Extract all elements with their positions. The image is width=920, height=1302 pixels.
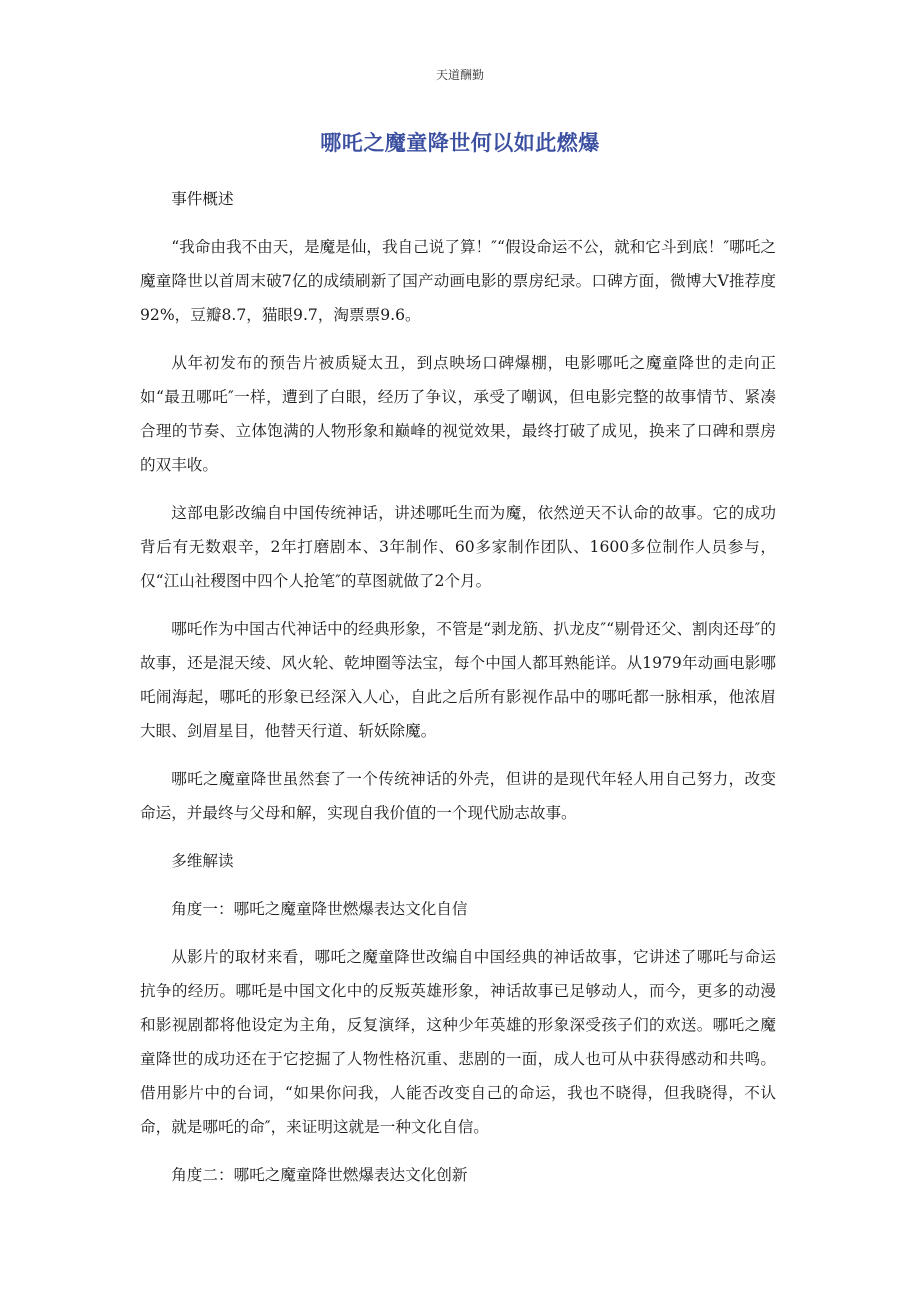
- paragraph: 哪吒之魔童降世虽然套了一个传统神话的外壳，但讲的是现代年轻人用自己努力，改变命运，并最终与父母和解，实现自我价值的一个现代励志故事。: [140, 770, 776, 822]
- section-heading-analysis: 多维解读: [171, 852, 234, 870]
- paragraph: 这部电影改编自中国传统神话，讲述哪吒生而为魔，依然逆天不认命的故事。它的成功背后有无数艰辛，2年打磨剧本、3年制作、60多家制作团队、1600多位制作人员参与，仅“江山社稷图中四个人抢笔″的草图就做了2个月。: [140, 504, 776, 590]
- subheading-angle-two: 角度二：哪吒之魔童降世燃爆表达文化创新: [171, 1166, 468, 1184]
- subheading-angle-one: 角度一：哪吒之魔童降世燃爆表达文化自信: [171, 900, 468, 918]
- paragraph: 从影片的取材来看，哪吒之魔童降世改编自中国经典的神话故事，它讲述了哪吒与命运抗争的经历。哪吒是中国文化中的反叛英雄形象，神话故事已足够动人，而今，更多的动漫和影视剧都将他设定为主角，反复演绎，这种少年英雄的形象深受孩子们的欢送。哪吒之魔童降世的成功还在于它挖掘了人物性格沉重、悲剧的一面，成人也可从中获得感动和共鸣。借用影片中的台词，“如果你问我，人能否改变自己的命运，我也不晓得，但我晓得，不认命，就是哪吒的命″，来证明这就是一种文化自信。: [140, 948, 776, 1136]
- paragraph: 从年初发布的预告片被质疑太丑，到点映场口碑爆棚，电影哪吒之魔童降世的走向正如“最丑哪吒″一样，遭到了白眼，经历了争议，承受了嘲讽，但电影完整的故事情节、紧凑合理的节奏、立体饱满的人物形象和巅峰的视觉效果，最终打破了成见，换来了口碑和票房的双丰收。: [140, 354, 776, 474]
- page-header: 天道酬勤: [435, 68, 484, 82]
- paragraph: “我命由我不由天，是魔是仙，我自己说了算！″“假设命运不公，就和它斗到底！″哪吒之魔童降世以首周末破7亿的成绩刷新了国产动画电影的票房纪录。口碑方面，微博大V推荐度92%，豆瓣8.7，猫眼9.7，淘票票9.6。: [140, 238, 776, 324]
- document-body: [140, 182, 776, 1206]
- document-title: 哪吒之魔童降世何以如此燃爆: [320, 130, 600, 155]
- paragraph: 哪吒作为中国古代神话中的经典形象，不管是“剥龙筋、扒龙皮″“剔骨还父、割肉还母″的故事，还是混天绫、风火轮、乾坤圈等法宝，每个中国人都耳熟能详。从1979年动画电影哪吒闹海起，哪吒的形象已经深入人心，自此之后所有影视作品中的哪吒都一脉相承，他浓眉大眼、剑眉星目，他替天行道、斩妖除魔。: [140, 620, 776, 740]
- section-heading-overview: 事件概述: [171, 190, 234, 208]
